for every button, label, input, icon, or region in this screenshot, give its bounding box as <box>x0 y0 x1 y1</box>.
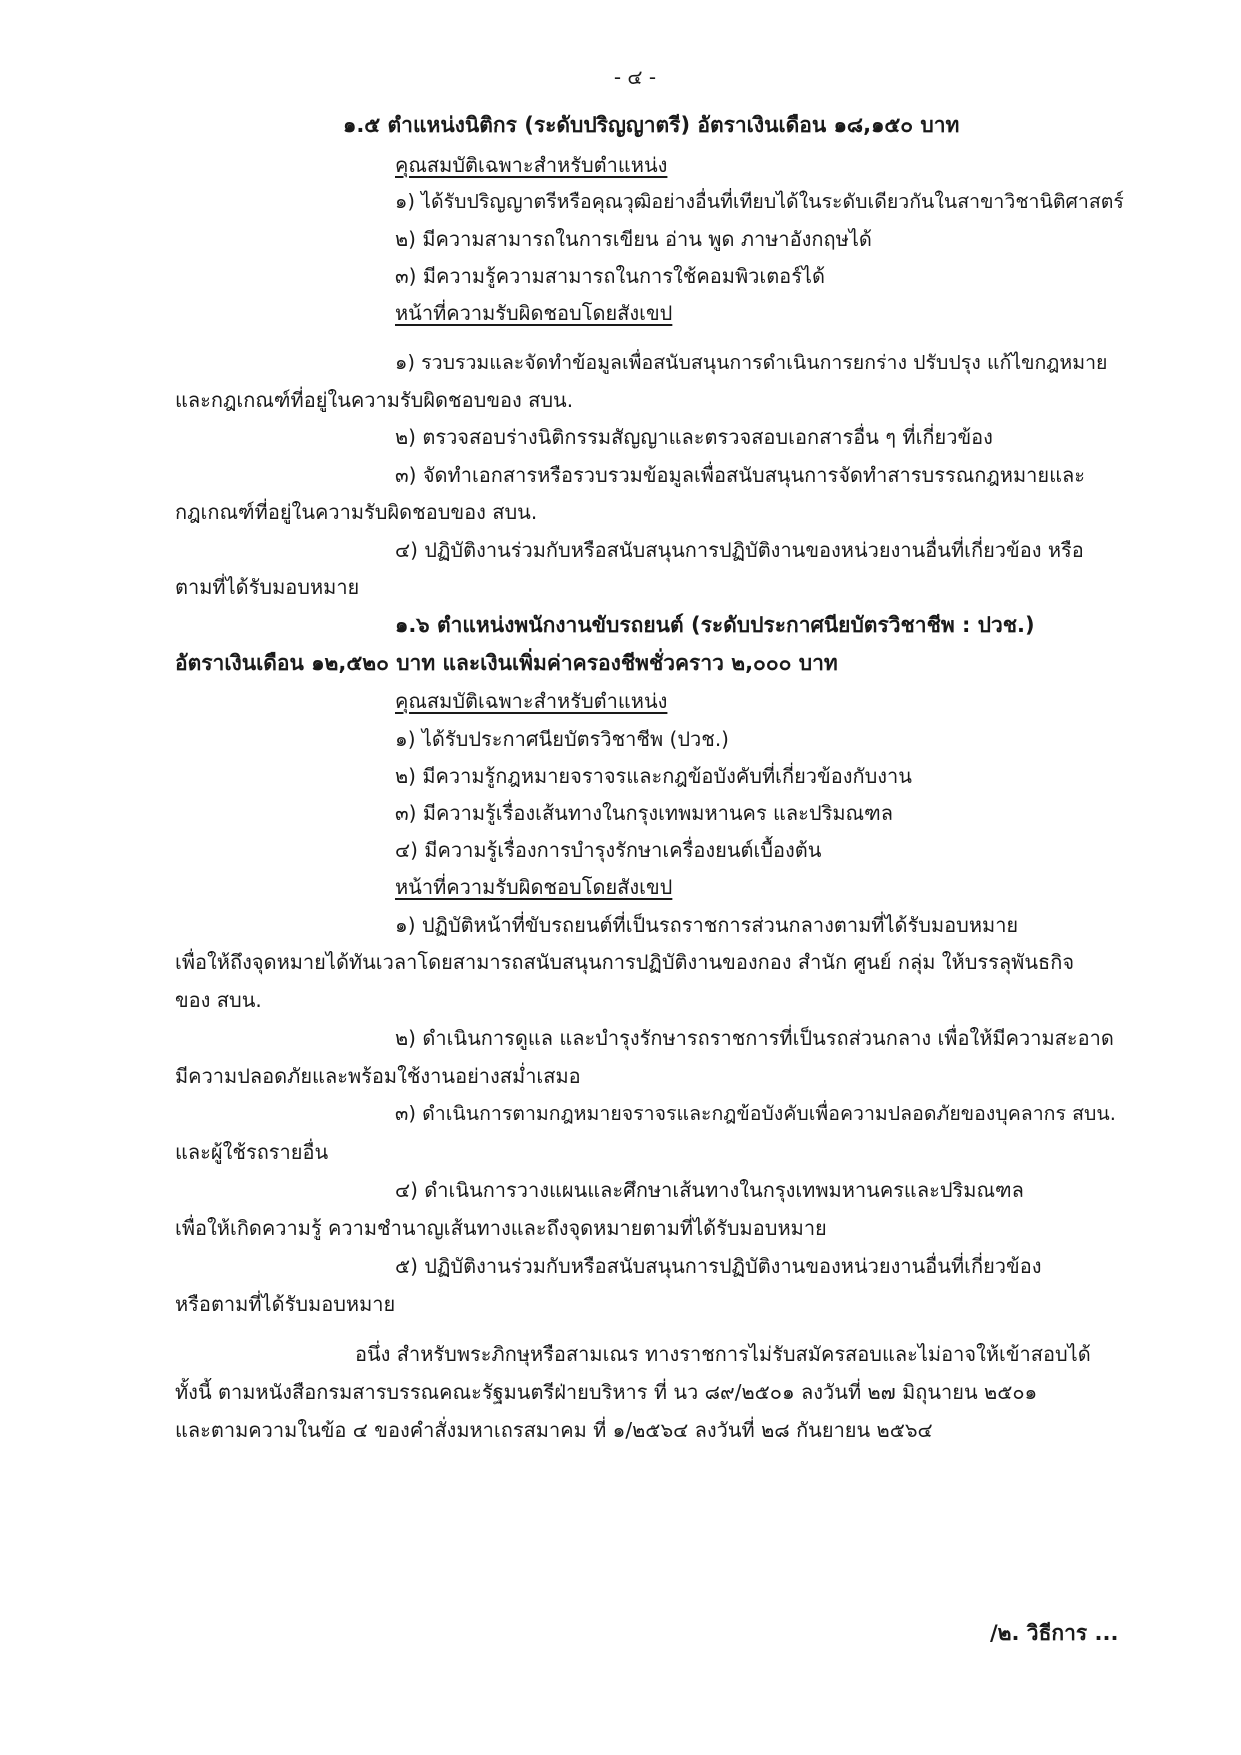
duty-1-5-3-line-2: กฎเกณฑ์ที่อยู่ในความรับผิดชอบของ สบน. <box>175 500 538 524</box>
qualification-1-5-2: ๒) มีความสามารถในการเขียน อ่าน พูด ภาษาอังกฤษได้ <box>395 227 872 251</box>
duty-1-6-2-line-2: มีความปลอดภัยและพร้อมใช้งานอย่างสม่ำเสมอ <box>175 1064 581 1088</box>
duty-1-6-3-line-2: และผู้ใช้รถรายอื่น <box>175 1140 329 1164</box>
continuation-marker: /๒. วิธีการ ... <box>990 1621 1119 1645</box>
section-heading-1-6-line-1: ๑.๖ ตำแหน่งพนักงานขับรถยนต์ (ระดับประกาศนียบัตรวิชาชีพ : ปวช.) <box>395 613 1035 637</box>
duty-1-5-4-line-1: ๔) ปฏิบัติงานร่วมกับหรือสนับสนุนการปฏิบัติงานของหน่วยงานอื่นที่เกี่ยวข้อง หรือ <box>395 538 1084 562</box>
duty-1-6-2-line-1: ๒) ดำเนินการดูแล และบำรุงรักษารถราชการที่เป็นรถส่วนกลาง เพื่อให้มีความสะอาด <box>395 1026 1114 1050</box>
duties-title-1-5: หน้าที่ความรับผิดชอบโดยสังเขป <box>395 301 673 325</box>
note-line-1: อนึ่ง สำหรับพระภิกษุหรือสามเณร ทางราชการไม่รับสมัครสอบและไม่อาจให้เข้าสอบได้ <box>355 1342 1091 1366</box>
duty-1-6-4-line-1: ๔) ดำเนินการวางแผนและศึกษาเส้นทางในกรุงเทพมหานครและปริมณฑล <box>395 1178 1024 1202</box>
qualification-1-6-4: ๔) มีความรู้เรื่องการบำรุงรักษาเครื่องยนต์เบื้องต้น <box>395 838 822 862</box>
page-number: - ๔ - <box>613 65 657 89</box>
section-heading-1-6-line-2: อัตราเงินเดือน ๑๒,๕๒๐ บาท และเงินเพิ่มค่าครองชีพชั่วคราว ๒,๐๐๐ บาท <box>175 651 838 675</box>
duty-1-6-1-line-1: ๑) ปฏิบัติหน้าที่ขับรถยนต์ที่เป็นรถราชการส่วนกลางตามที่ได้รับมอบหมาย <box>395 913 1019 937</box>
duties-title-1-6: หน้าที่ความรับผิดชอบโดยสังเขป <box>395 875 673 899</box>
qualification-1-6-2: ๒) มีความรู้กฎหมายจราจรและกฎข้อบังคับที่เกี่ยวข้องกับงาน <box>395 764 912 788</box>
note-line-3: และตามความในข้อ ๔ ของคำสั่งมหาเถรสมาคม ที่ ๑/๒๕๖๔ ลงวันที่ ๒๘ กันยายน ๒๕๖๔ <box>175 1418 933 1442</box>
duty-1-6-5-line-2: หรือตามที่ได้รับมอบหมาย <box>175 1292 396 1316</box>
duty-1-5-2: ๒) ตรวจสอบร่างนิติกรรมสัญญาและตรวจสอบเอกสารอื่น ๆ ที่เกี่ยวข้อง <box>395 425 993 449</box>
qualification-1-5-1: ๑) ได้รับปริญญาตรีหรือคุณวุฒิอย่างอื่นที่เทียบได้ในระดับเดียวกันในสาขาวิชานิติศาสตร์ <box>395 190 1124 213</box>
qualification-1-5-3: ๓) มีความรู้ความสามารถในการใช้คอมพิวเตอร์ได้ <box>395 264 825 288</box>
section-heading-1-5: ๑.๕ ตำแหน่งนิติกร (ระดับปริญญาตรี) อัตราเงินเดือน ๑๘,๑๕๐ บาท <box>343 113 960 137</box>
note-line-2: ทั้งนี้ ตามหนังสือกรมสารบรรณคณะรัฐมนตรีฝ่ายบริหาร ที่ นว ๘๙/๒๕๐๑ ลงวันที่ ๒๗ มิถุนายน ๒๕๐๑ <box>175 1380 1038 1404</box>
qualifications-title-1-5: คุณสมบัติเฉพาะสำหรับตำแหน่ง <box>395 153 668 177</box>
duty-1-6-5-line-1: ๕) ปฏิบัติงานร่วมกับหรือสนับสนุนการปฏิบัติงานของหน่วยงานอื่นที่เกี่ยวข้อง <box>395 1254 1042 1278</box>
qualification-1-6-3: ๓) มีความรู้เรื่องเส้นทางในกรุงเทพมหานคร และปริมณฑล <box>395 801 893 825</box>
duty-1-5-1-line-2: และกฎเกณฑ์ที่อยู่ในความรับผิดชอบของ สบน. <box>175 388 574 412</box>
duty-1-6-1-line-3: ของ สบน. <box>175 988 262 1012</box>
duty-1-6-1-line-2: เพื่อให้ถึงจุดหมายได้ทันเวลาโดยสามารถสนับสนุนการปฏิบัติงานของกอง สำนัก ศูนย์ กลุ่ม ให้บรรลุพันธกิจ <box>175 950 1075 974</box>
qualifications-title-1-6: คุณสมบัติเฉพาะสำหรับตำแหน่ง <box>395 689 668 713</box>
duty-1-5-3-line-1: ๓) จัดทำเอกสารหรือรวบรวมข้อมูลเพื่อสนับสนุนการจัดทำสารบรรณกฎหมายและ <box>395 463 1085 487</box>
qualification-1-6-1: ๑) ได้รับประกาศนียบัตรวิชาชีพ (ปวช.) <box>395 727 729 751</box>
duty-1-5-4-line-2: ตามที่ได้รับมอบหมาย <box>175 575 360 599</box>
duty-1-6-4-line-2: เพื่อให้เกิดความรู้ ความชำนาญเส้นทางและถึงจุดหมายตามที่ได้รับมอบหมาย <box>175 1216 827 1240</box>
duty-1-5-1-line-1: ๑) รวบรวมและจัดทำข้อมูลเพื่อสนับสนุนการดำเนินการยกร่าง ปรับปรุง แก้ไขกฎหมาย <box>395 351 1108 374</box>
duty-1-6-3-line-1: ๓) ดำเนินการตามกฎหมายจราจรและกฎข้อบังคับเพื่อความปลอดภัยของบุคลากร สบน. <box>395 1102 1116 1125</box>
